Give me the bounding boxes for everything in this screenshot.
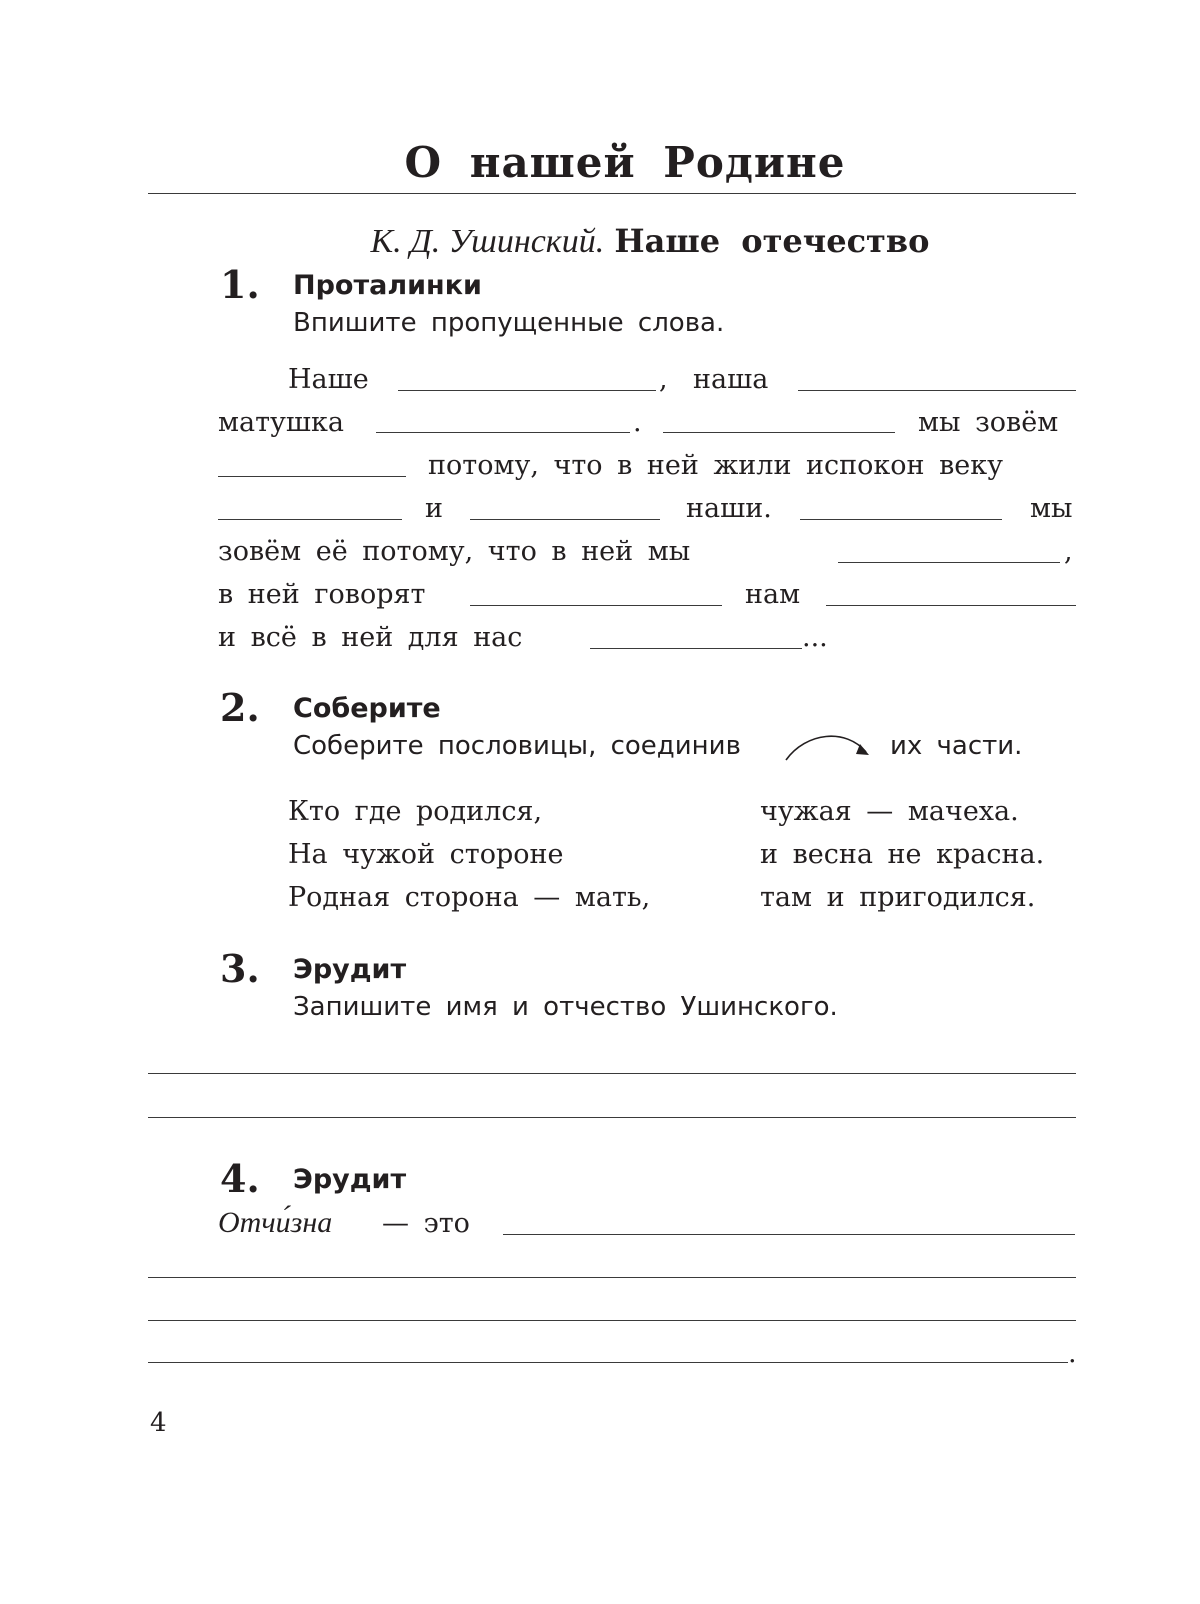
ex1-text: .: [633, 407, 642, 438]
connect-arrow-icon: [780, 726, 876, 766]
ex1-text: в ней говорят: [218, 579, 426, 610]
ex3-answer-line-1[interactable]: [148, 1073, 1076, 1074]
ex1-text: наши.: [686, 493, 772, 524]
ex3-answer-line-2[interactable]: [148, 1117, 1076, 1118]
ex4-answer-line-3[interactable]: [148, 1320, 1076, 1321]
proverb-left[interactable]: Родная сторона — мать,: [288, 882, 651, 913]
ex1-blank-10[interactable]: [470, 605, 722, 606]
exercise-4-number: 4.: [220, 1156, 260, 1201]
ex1-text: и всё в ней для нас: [218, 622, 523, 653]
ex1-blank-11[interactable]: [826, 605, 1076, 606]
ex1-blank-3[interactable]: [376, 432, 630, 433]
exercise-1-number: 1.: [220, 262, 260, 307]
exercise-4-title: Эрудит: [293, 1164, 407, 1195]
exercise-2-number: 2.: [220, 685, 260, 730]
ex1-text: наша: [693, 364, 769, 395]
ex1-blank-8[interactable]: [800, 519, 1002, 520]
ex1-text: нам: [745, 579, 801, 610]
ex1-text: зовём её потому, что в ней мы: [218, 536, 691, 567]
ex1-blank-1[interactable]: [398, 390, 656, 391]
ex1-blank-6[interactable]: [218, 519, 402, 520]
ex1-text: Наше: [288, 364, 369, 395]
ex4-end-dot: .: [1068, 1338, 1077, 1369]
ex1-text: и: [425, 493, 443, 524]
work-title: Наше отечество: [614, 222, 930, 260]
exercise-3-title: Эрудит: [293, 954, 407, 985]
page-number: 4: [150, 1408, 167, 1438]
exercise-1-title: Проталинки: [293, 270, 482, 301]
ex1-text: матушка: [218, 407, 344, 438]
lesson-subtitle: [150, 222, 1150, 261]
ex4-term: Отчи́зна: [218, 1206, 333, 1239]
proverb-right[interactable]: и весна не красна.: [760, 839, 1045, 870]
ex1-blank-2[interactable]: [798, 390, 1076, 391]
author-name: К. Д. Ушинский.: [370, 223, 605, 260]
exercise-2-instruction: Соберите пословицы, соединив: [293, 731, 741, 761]
proverb-left[interactable]: На чужой стороне: [288, 839, 564, 870]
exercise-3-number: 3.: [220, 946, 260, 991]
ex4-answer-line-4[interactable]: [148, 1362, 1068, 1363]
ex1-blank-7[interactable]: [470, 519, 660, 520]
title-underline: [148, 193, 1076, 194]
exercise-1-instruction: Впишите пропущенные слова.: [293, 308, 725, 338]
ex1-blank-12[interactable]: [590, 648, 802, 649]
exercise-3-instruction: Запишите имя и отчество Ушинского.: [293, 992, 838, 1022]
ex1-text: потому, что в ней жили испокон веку: [428, 450, 1004, 481]
ex4-answer-line-2[interactable]: [148, 1277, 1076, 1278]
proverb-left[interactable]: Кто где родился,: [288, 796, 543, 827]
ex1-text: мы: [1030, 493, 1073, 524]
ex1-text: ,: [1064, 536, 1073, 567]
page-title: О нашей Родине: [404, 138, 846, 187]
ex1-blank-9[interactable]: [838, 562, 1060, 563]
exercise-2-title: Соберите: [293, 693, 441, 724]
ex1-blank-5[interactable]: [218, 476, 406, 477]
proverb-right[interactable]: чужая — мачеха.: [760, 796, 1019, 827]
ex1-text: мы зовём: [918, 407, 1059, 438]
ex1-text: ,: [659, 364, 668, 395]
ex4-dash-eto: — это: [382, 1208, 470, 1239]
ex1-text: ...: [802, 622, 828, 653]
proverb-right[interactable]: там и пригодился.: [760, 882, 1036, 913]
ex4-answer-line-1[interactable]: [503, 1234, 1075, 1235]
exercise-2-instruction-end: их части.: [890, 731, 1023, 761]
ex1-blank-4[interactable]: [663, 432, 895, 433]
